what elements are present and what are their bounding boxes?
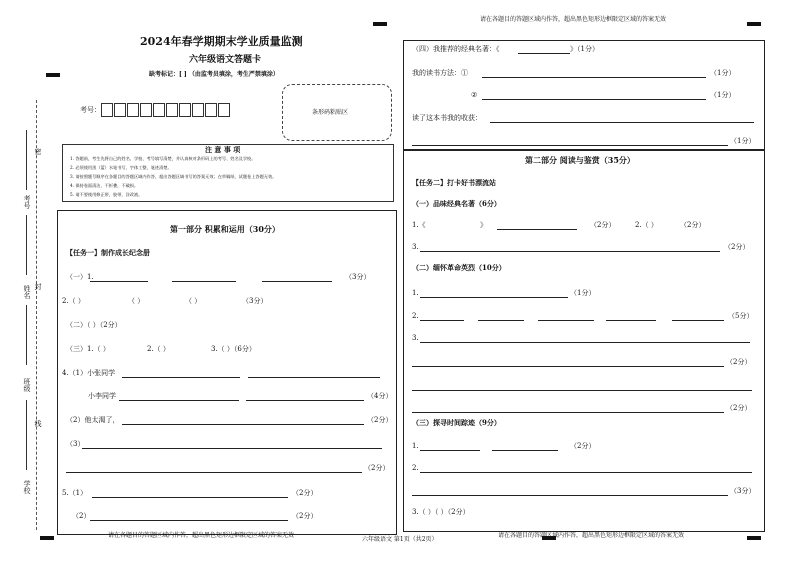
side-xuexiao: 学校: [23, 480, 31, 494]
u2-blank[interactable]: [412, 495, 728, 496]
u1-score: （2分）: [570, 442, 596, 450]
r3-blank[interactable]: [482, 99, 706, 100]
q1-blank[interactable]: [90, 281, 148, 282]
q7-score: （2分）: [364, 464, 390, 472]
q1-score: （3分）: [345, 273, 371, 281]
s2-blank[interactable]: [420, 251, 720, 252]
q9-score: （2分）: [292, 512, 318, 520]
task1-heading: 【任务一】制作成长纪念册: [66, 248, 150, 257]
t1-score: （1分）: [570, 289, 596, 297]
notice-item: 3. 请按照题号顺序在各题目的答题区域内作答，超出答题区域书写的答案无效；在草稿纸、试题卷上答题无效。: [70, 174, 277, 179]
t3-label: 3.: [412, 334, 419, 342]
q4-blank[interactable]: 2.（ ）: [147, 345, 170, 353]
top-notice-right: 请在各题目的答题区域内作答，超出黑色矩形边框限定区域的答案无效: [480, 16, 667, 23]
absent-mark: 缺考标记：[ ] （由监考员填涂，考生严禁填涂）: [149, 71, 279, 78]
notice-item: 2. 必须使用黑（蓝）水笔书写，字体工整，笔迹清楚。: [70, 165, 172, 170]
footer-notice-right: 请在各题目的答题区域内作答，超出黑色矩形边框限定区域的答案无效: [498, 532, 685, 539]
u1-label: 1.: [412, 442, 419, 450]
side-kaohao: 考号: [23, 195, 31, 209]
u1-blank[interactable]: [420, 450, 480, 451]
u3-label: 3.（ ）（ ）（2分）: [412, 508, 470, 516]
alignment-mark: [747, 536, 761, 540]
notice-item: 1. 答题前，考生先将自己的姓名、学校、考号填写清楚，并认真核对条形码上的考号、姓名及学校。: [70, 156, 256, 161]
q6-label: （2）他太渴了，: [66, 416, 120, 424]
notice-item: 5. 请不要使用修正带，胶带，涂改液。: [70, 192, 143, 197]
t4-blank[interactable]: [412, 412, 724, 413]
sec3-heading: （三）探寻时间踪迹（9分）: [412, 418, 501, 427]
side-mi: 密: [34, 148, 42, 155]
r3-score: （1分）: [710, 91, 736, 99]
t3-blank[interactable]: [420, 342, 750, 343]
t2-blank[interactable]: [672, 320, 724, 321]
side-line: [26, 130, 27, 190]
q4-label: （三）1.（ ）: [66, 345, 110, 353]
barcode-label: 条形码粘贴区: [312, 109, 349, 116]
alignment-mark: [747, 22, 761, 26]
q2-blank[interactable]: （ ）: [185, 297, 202, 305]
q5b-score: （4分）: [367, 392, 393, 400]
t2-blank[interactable]: [606, 320, 656, 321]
u2-score: （3分）: [730, 487, 756, 495]
r4-label: 读了这本书我的收获：: [412, 114, 482, 122]
footer-page: 六年级语文 第1页（共2页）: [362, 536, 438, 543]
s1-close: 》: [480, 221, 487, 229]
q2-blank[interactable]: （ ）: [128, 297, 145, 305]
q5-label: 4.（1）小张同学: [62, 369, 116, 377]
q4-blank[interactable]: 3.（ ）（6分）: [211, 345, 256, 353]
notice-item: 4. 保持卷面清洁，不折叠，不破损。: [70, 183, 139, 188]
t4-score: （2分）: [726, 404, 752, 412]
footer-notice-left: 请在各题目的答题区域内作答，超出黑色矩形边框限定区域的答案无效: [108, 532, 295, 539]
page-subtitle: 六年级语文答题卡: [189, 55, 262, 65]
alignment-mark: [40, 536, 54, 540]
side-feng: 封: [34, 283, 42, 290]
notice-heading: 注 意 事 项: [205, 145, 241, 154]
side-line: [26, 400, 27, 470]
q8-score: （2分）: [292, 489, 318, 497]
s1-label: 1.《: [412, 221, 426, 229]
s1-blank[interactable]: [497, 229, 577, 230]
q7-blank[interactable]: [82, 448, 382, 449]
part1-heading: 第一部分 积累和运用（30分）: [170, 224, 280, 234]
binding-line: [36, 100, 37, 530]
r1-label: （四）我推荐的经典名著：《: [412, 45, 500, 53]
side-banji: 班级: [23, 378, 31, 392]
r1-suffix: 》（1分）: [570, 45, 599, 53]
t3-blank[interactable]: [412, 366, 724, 367]
q8-label: 5.（1）: [62, 489, 88, 497]
q5-blank[interactable]: [122, 377, 240, 378]
sec1-heading: （一）品味经典名著（6分）: [412, 199, 501, 208]
t4-blank[interactable]: [412, 390, 752, 391]
s2-label: 3.: [412, 243, 419, 251]
side-xingming: 姓名: [23, 285, 31, 299]
q3-label: （二）（ ）（2分）: [66, 321, 122, 329]
r1-blank[interactable]: [518, 53, 570, 54]
r2-label: 我的读书方法：①: [412, 69, 468, 77]
q7-blank[interactable]: [66, 472, 362, 473]
q9-label: （2）: [72, 512, 91, 520]
t2-label: 2.: [412, 312, 419, 320]
q2-score: （3分）: [242, 297, 268, 305]
t2-score: （5分）: [728, 312, 754, 320]
t1-blank[interactable]: [420, 297, 568, 298]
q5-blank[interactable]: [248, 377, 380, 378]
q5b-blank[interactable]: [246, 400, 364, 401]
t1-label: 1.: [412, 289, 419, 297]
t3-score: （2分）: [726, 358, 752, 366]
page-title: 2024年春学期期末学业质量监测: [140, 35, 303, 48]
s1c-score: （2分）: [680, 221, 706, 229]
alignment-mark: [373, 22, 387, 26]
q1-blank[interactable]: [172, 281, 236, 282]
q1-label: （一）1.: [66, 273, 94, 281]
side-xian: 线: [34, 420, 42, 427]
side-line: [26, 215, 27, 275]
q8-blank[interactable]: [92, 497, 288, 498]
sec2-heading: （二）缅怀革命英烈（10分）: [412, 263, 506, 272]
q2-label: 2.（ ）: [62, 297, 85, 305]
r2-score: （1分）: [710, 69, 736, 77]
q5b-label: 小李同学: [88, 392, 116, 400]
q7-label: （3）: [66, 440, 85, 448]
r3-label: ②: [471, 91, 478, 99]
u2-label: 2.: [412, 464, 419, 472]
r2-blank[interactable]: [482, 77, 706, 78]
side-line: [26, 305, 27, 365]
alignment-mark: [46, 73, 60, 77]
q6-blank[interactable]: [122, 424, 364, 425]
q5b-blank[interactable]: [119, 400, 239, 401]
task2-heading: 【任务二】打卡好书漂流站: [412, 178, 496, 187]
u2-blank[interactable]: [420, 472, 752, 473]
q1-blank[interactable]: [262, 281, 332, 282]
exam-no-label: 考号：: [80, 106, 101, 114]
t2-blank[interactable]: [420, 320, 464, 321]
t2-blank[interactable]: [478, 320, 524, 321]
s1c-label[interactable]: 2.（ ）: [635, 221, 658, 229]
q9-blank[interactable]: [90, 520, 288, 521]
exam-no-boxes[interactable]: [101, 103, 230, 117]
u1-blank[interactable]: [492, 450, 558, 451]
s1-score: （2分）: [590, 221, 616, 229]
r4-blank[interactable]: [490, 122, 754, 123]
q6-score: （2分）: [367, 416, 393, 424]
r4-blank[interactable]: [412, 145, 728, 146]
r4-score: （1分）: [730, 137, 756, 145]
part2-heading: 第二部分 阅读与鉴赏（35分）: [525, 155, 635, 165]
t2-blank[interactable]: [538, 320, 594, 321]
s2-score: （2分）: [724, 243, 750, 251]
